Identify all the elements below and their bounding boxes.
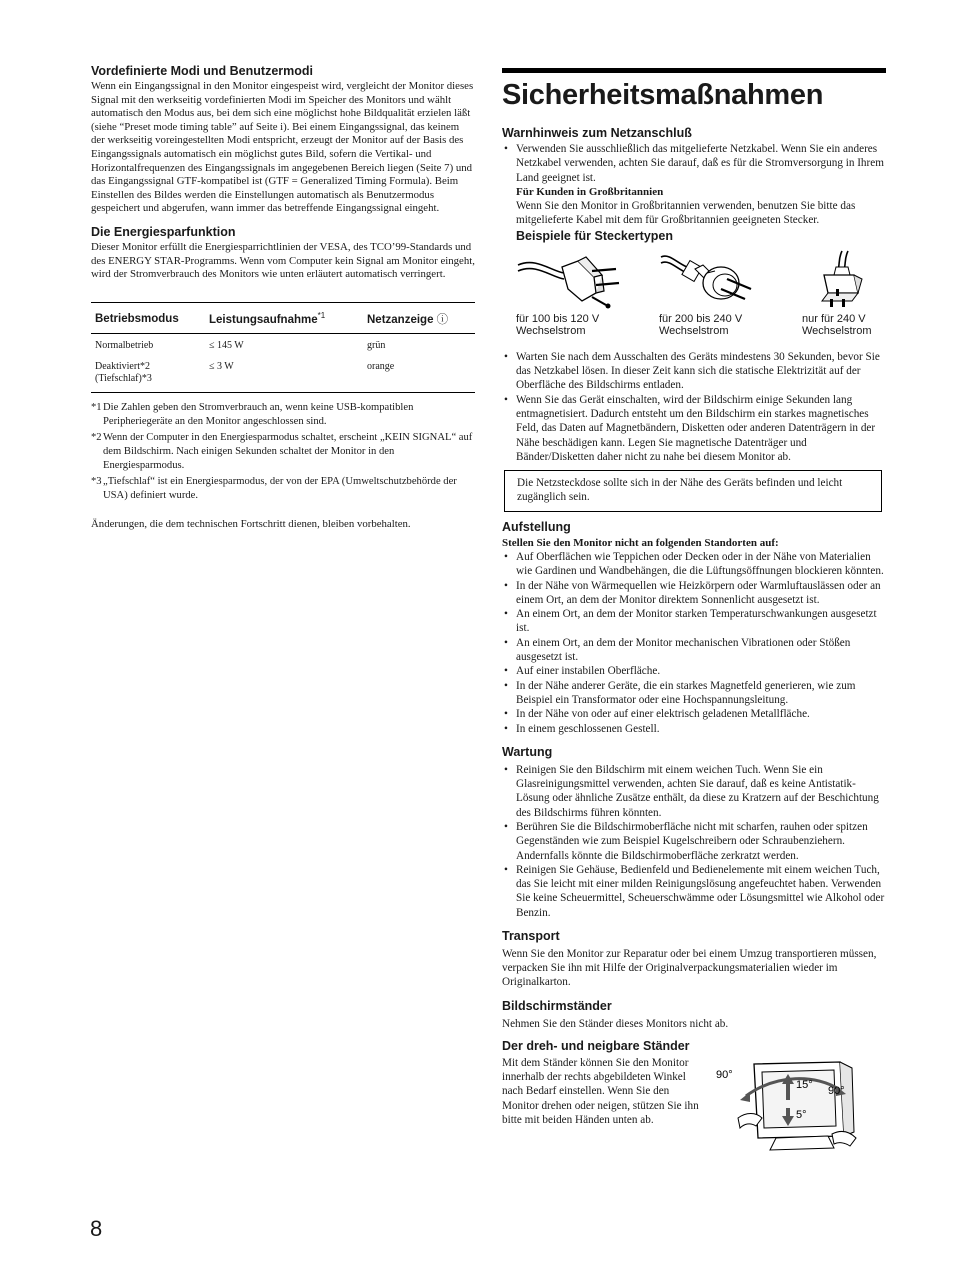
static-list xyxy=(502,350,886,464)
changes-note: Änderungen, die dem technischen Fortschritt dienen, bleiben vorbehalten. xyxy=(91,518,411,531)
table-cell: ≤ 145 W xyxy=(209,339,244,351)
list-item: • Reinigen Sie den Bildschirm mit einem weichen Tuch. Wenn Sie ein Glasreinigungsmittel verwenden, achten Sie darauf, daß es keine Antistatik-Lösung oder ähnliche Zusätze enthält, da diese zu Kratzern auf der Beschichtung des Bildschirms führen könnten. xyxy=(502,763,886,820)
table-header xyxy=(363,302,475,333)
transport-text: Wenn Sie den Monitor zur Reparatur oder bei einem Umzug transportieren müssen, verpacken Sie ihn mit Hilfe der Originalverpackungsmaterialien wieder im Originalkarton. xyxy=(502,948,877,989)
us-plug-icon xyxy=(516,249,626,311)
energy-heading: Die Energiesparfunktion xyxy=(91,224,236,239)
caption-line: Wechselstrom xyxy=(802,325,872,338)
angle-label-up: 15° xyxy=(796,1078,813,1091)
list-item: • Warten Sie nach dem Ausschalten des Geräts mindestens 30 Sekunden, bevor Sie das Netzkabel lösen. In dieser Zeit kann sich die statische Elektrizität auf der Oberfläche des Bildschirms entladen. xyxy=(502,350,886,393)
stand-text: Nehmen Sie den Ständer dieses Monitors nicht ab. xyxy=(502,1017,729,1030)
header-label: Leistungsaufnahme xyxy=(209,314,318,327)
modes-paragraph: Wenn ein Eingangssignal in den Monitor eingespeist wird, vergleicht der Monitor dieses Signal mit den werkseitig vordefinierten Modi im Speicher des Monitors und wählt automatisch den Modus aus, bei dem sich eine möglichst hohe Bildqualität erzielen läßt (siehe “Preset mode timing table” auf Seite i). Bei einem Eingangssignal, das keinem der werkseitig voreingestellten Modi entspricht, erzeugt der Monitor auf der Basis des Eingangssignals automatisch ein möglichst gutes Bild, sofern die Vertikal- und Horizontalfrequenzen des Eingangssignals im angegebenen Bereich liegen (Seite 7) und das Eingangssignal GTF-kompatibel ist (GTF = Generalized Timing Formula). Beim Einstellen des Bildes werden die Einstellungen automatisch als Benutzermodus gespeichert und abgerufen, wann immer das betreffende Eingangssignal eingeht. xyxy=(91,80,474,215)
plug-caption xyxy=(802,313,886,338)
maintenance-list xyxy=(502,763,886,920)
footnote xyxy=(91,401,475,428)
caption-line: für 100 bis 120 V xyxy=(516,312,600,325)
caption-line: für 200 bis 240 V xyxy=(659,312,743,325)
footnotes xyxy=(91,401,475,502)
list-item: • An einem Ort, an dem der Monitor mechanischen Vibrationen oder Stößen ausgesetzt ist. xyxy=(502,636,886,665)
uk-heading: Für Kunden in Großbritannien xyxy=(516,185,664,198)
footnote-marker: *1 xyxy=(91,402,102,414)
list-item: • Auf Oberflächen wie Teppichen oder Decken oder in der Nähe von Materialien wie Gardinen und Wandbehängen, die die Lüftungsöffnungen blockieren könnten. xyxy=(502,550,886,579)
table-row xyxy=(91,355,475,393)
left-column xyxy=(91,64,475,532)
tilt-text: Mit dem Ständer können Sie den Monitor innerhalb der rechts abgebildeten Winkel nach Bedarf einstellen. Wenn Sie den Monitor drehen oder neigen, stützen Sie ihn bitte mit beiden Händen unten ab. xyxy=(502,1056,699,1126)
table-header: Betriebsmodus xyxy=(91,302,205,333)
setup-list xyxy=(502,550,886,736)
table-cell: ≤ 3 W xyxy=(205,355,363,393)
plug-uk xyxy=(802,249,886,338)
uk-plug-icon xyxy=(802,249,882,311)
modes-heading: Vordefinierte Modi und Benutzermodi xyxy=(91,64,313,78)
tilt-section xyxy=(502,1056,886,1152)
footnote-text: Die Zahlen geben den Stromverbrauch an, wenn keine USB-kompatiblen Peripheriegeräte an den Monitor angeschlossen sind. xyxy=(103,402,414,427)
plug-examples xyxy=(502,249,886,338)
warn-list xyxy=(502,142,886,228)
table-cell xyxy=(91,355,205,393)
list-item: • In einem geschlossenen Gestell. xyxy=(502,722,886,736)
footnote xyxy=(91,431,475,472)
angle-label-left: 90° xyxy=(716,1068,733,1081)
list-item: • Reinigen Sie Gehäuse, Bedienfeld und Bedienelemente mit einem weichen Tuch, das Sie leicht mit einer milden Reinigungslösung angefeuchtet haben. Verwenden Sie keine Scheuermittel, Scheuerschwämme oder Lösungsmittel wie Alkohol oder Benzin. xyxy=(502,863,886,920)
cell-line: (Tiefschlaf)*3 xyxy=(95,372,152,384)
plug-eu xyxy=(659,249,779,338)
warn-heading: Warnhinweis zum Netzanschluß xyxy=(502,126,692,140)
table-header-row xyxy=(91,302,475,333)
power-table xyxy=(91,302,475,394)
list-item: • In der Nähe anderer Geräte, die ein starkes Magnetfeld generieren, wie zum Beispiel ein Transformator oder eine Hochspannungsleitung. xyxy=(502,679,886,708)
eu-plug-icon xyxy=(659,249,769,311)
header-label: Netzanzeige xyxy=(367,313,434,326)
page-title: Sicherheitsmaßnahmen xyxy=(502,68,886,112)
plug-caption xyxy=(659,313,779,338)
setup-heading: Aufstellung xyxy=(502,519,571,534)
footnote-marker: *3 xyxy=(91,476,102,488)
angle-label-down: 5° xyxy=(796,1108,807,1121)
footnote-text: Wenn der Computer in den Energiesparmodus schaltet, erscheint „KEIN SIGNAL“ auf dem Bildschirm. Nach einigen Sekunden schaltet der Monitor in den Energiesparmodus. xyxy=(103,432,473,471)
maintenance-heading: Wartung xyxy=(502,744,553,759)
caption-line: Wechselstrom xyxy=(659,325,729,338)
footnote-text: „Tiefschlaf“ ist ein Energiesparmodus, der von der EPA (Umweltschutzbehörde der USA) definiert wurde. xyxy=(103,476,457,501)
right-column xyxy=(502,68,886,1152)
list-item: • In der Nähe von Wärmequellen wie Heizkörpern oder Warmluftauslässen oder an einem Ort, an dem der Monitor direktem Sonnenlicht ausgesetzt ist. xyxy=(502,579,886,608)
angle-label-right: 90° xyxy=(828,1084,845,1097)
list-item: • Wenn Sie das Gerät einschalten, wird der Bildschirm einige Sekunden lang entmagnetisiert. Dadurch entsteht um den Bildschirm ein starkes magnetisches Feld, das Daten auf Magnetbändern, Disketten oder anderen Datenträgern in der Nähe beschädigen kann. Legen Sie magnetische Datenträger und Bänder/Disketten daher nicht zu nahe bei diesem Monitor ab. xyxy=(502,393,886,464)
table-cell: orange xyxy=(363,355,475,393)
caption-line: Wechselstrom xyxy=(516,325,586,338)
caption-line: nur für 240 V xyxy=(802,312,866,325)
footnote-marker: *1 xyxy=(317,311,326,321)
list-item: • Auf einer instabilen Oberfläche. xyxy=(502,664,886,678)
tilt-heading: Der dreh- und neigbare Ständer xyxy=(502,1038,690,1053)
plug-caption xyxy=(516,313,636,338)
page-number: 8 xyxy=(90,1216,103,1241)
setup-subheading: Stellen Sie den Monitor nicht an folgenden Standorten auf: xyxy=(502,536,779,549)
uk-text: Wenn Sie den Monitor in Großbritannien verwenden, benutzen Sie bitte das mitgelieferte Kabel mit dem für Großbritannien geeigneten Stecker. xyxy=(516,200,856,227)
list-item xyxy=(502,142,886,228)
list-item: • In der Nähe von oder auf einer elektrisch geladenen Metallfläche. xyxy=(502,707,886,721)
footnote xyxy=(91,475,475,502)
energy-paragraph: Dieser Monitor erfüllt die Energiesparrichtlinien der VESA, des TCO’99-Standards und des ENERGY STAR-Programms. Wenn vom Computer kein Signal am Monitor eingeht, wird der Stromverbrauch des Monitors wie unten erläutert automatisch verringert. xyxy=(91,240,475,281)
table-cell: grün xyxy=(367,339,386,351)
plug-us xyxy=(516,249,636,338)
list-item-text: Verwenden Sie ausschließlich das mitgelieferte Netzkabel. Wenn Sie ein anderes Netzkabel verwenden, achten Sie darauf, daß es für die Stromversorgung in Ihrem Land geeignet ist. xyxy=(516,143,884,184)
list-item: • Berühren Sie die Bildschirmoberfläche nicht mit scharfen, rauhen oder spitzen Gegenständen wie zum Beispiel Kugelschreibern oder Schraubenziehern. Andernfalls könnte die Bildschirmoberfläche zerkratzt werden. xyxy=(502,820,886,863)
transport-heading: Transport xyxy=(502,929,560,944)
stand-heading: Bildschirmständer xyxy=(502,998,612,1013)
list-item: • An einem Ort, an dem der Monitor starken Temperaturschwankungen ausgesetzt ist. xyxy=(502,607,886,636)
outlet-notice: Die Netzsteckdose sollte sich in der Nähe des Geräts befinden und leicht zugänglich sein. xyxy=(504,470,882,512)
table-cell: Normalbetrieb xyxy=(95,339,154,351)
footnote-marker: *2 xyxy=(91,432,102,444)
plug-types-heading: Beispiele für Steckertypen xyxy=(516,228,674,243)
cell-line: Deaktiviert*2 xyxy=(95,361,150,373)
table-row xyxy=(91,333,475,355)
power-indicator-icon: ⓘ xyxy=(436,313,449,326)
monitor-tilt-illustration xyxy=(716,1056,866,1152)
table-header xyxy=(205,302,363,333)
